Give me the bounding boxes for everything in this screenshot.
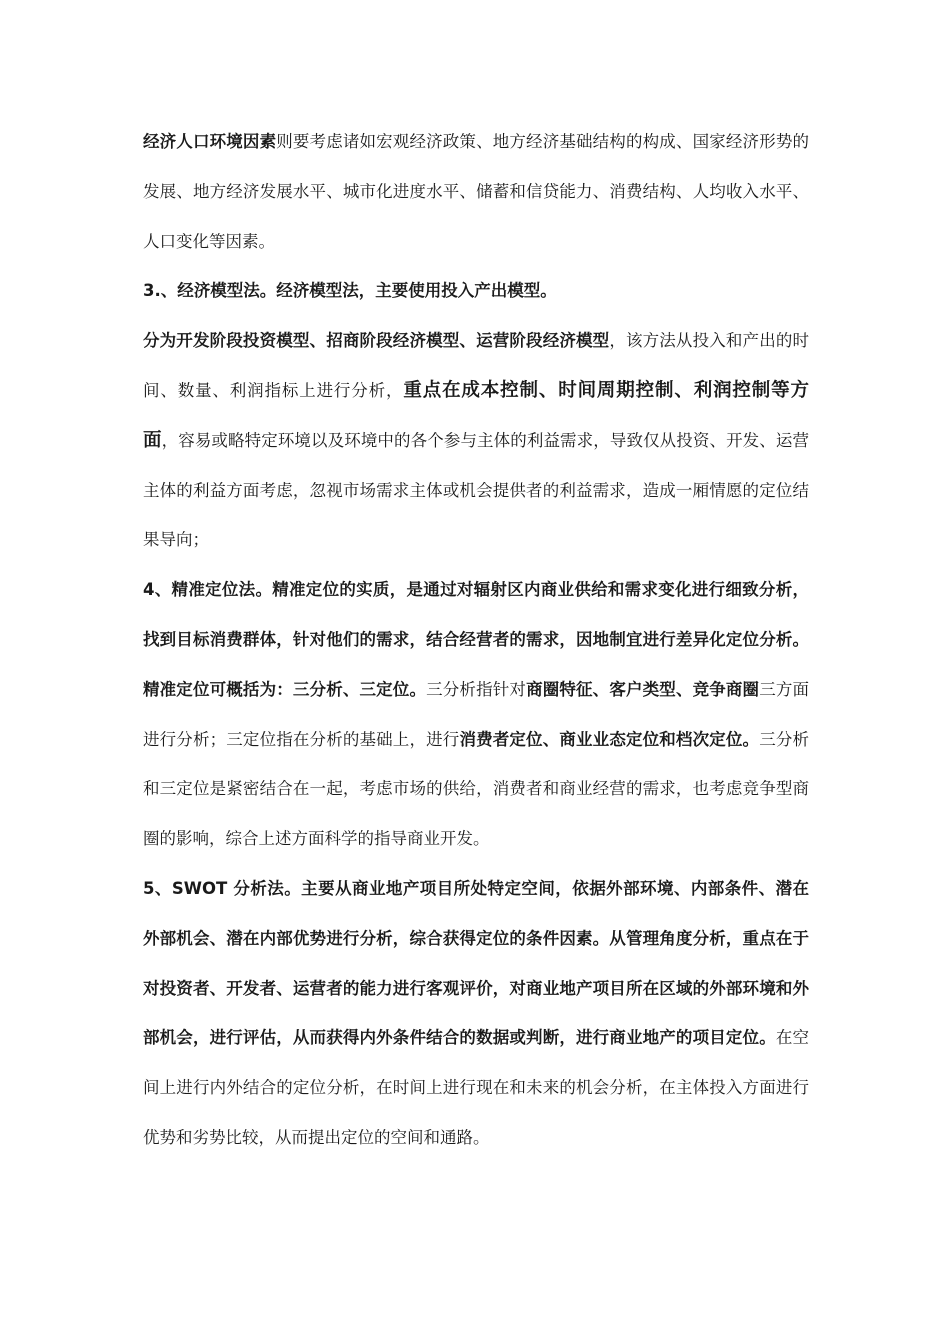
bold-run: 4、精准定位法。精准定位的实质，是通过对辐射区内商业供给和需求变化进行细致分析，找到目标消费群体，针对他们的需求，结合经营者的需求，因地制宜进行差异化定位分析。精准定位可概括为：三分析、三定位。 xyxy=(143,580,809,699)
paragraph-method-5 xyxy=(143,864,809,1163)
paragraph-economic-factors xyxy=(143,117,809,266)
bold-run: 经济人口环境因素 xyxy=(143,132,277,151)
bold-run: 5、SWOT 分析法。主要从商业地产项目所处特定空间，依据外部环境、内部条件、潜在外部机会、潜在内部优势进行分析，综合获得定位的条件因素。从管理角度分析，重点在于对投资者、开发者、运营者的能力进行客观评价，对商业地产项目所在区域的外部环境和外部机会，进行评估，从而获得内外条件结合的数据或判断，进行商业地产的项目定位。 xyxy=(143,878,809,1048)
text-run: 在空间上进行内外结合的定位分析，在时间上进行现在和未来的机会分析，在主体投入方面进行优势和劣势比较，从而提出定位的空间和通路。 xyxy=(143,1028,810,1147)
section-heading: 3.、经济模型法。经济模型法，主要使用投入产出模型。 xyxy=(143,281,557,301)
emphasis-run: 重点在成本控制、时间周期控制、利润控制等方面 xyxy=(143,379,809,451)
text-run: 三分析和三定位是紧密结合在一起，考虑市场的供给，消费者和商业经营的需求，也考虑竞争型商圈的影响，综合上述方面科学的指导商业开发。 xyxy=(143,729,810,849)
paragraph-method-3-heading xyxy=(143,266,809,316)
text-run: ，容易或略特定环境以及环境中的各个参与主体的利益需求，导致仅从投资、开发、运营主体的利益方面考虑，忽视市场需求主体或机会提供者的利益需求，造成一厢情愿的定位结果导向； xyxy=(143,430,809,550)
text-run: ，该方法从投入和产出的时间、数量、利润指标上进行分析， xyxy=(143,331,810,400)
text-run: 三方面进行分析；三定位指在分析的基础上，进行 xyxy=(143,679,810,749)
bold-run: 商圈特征、客户类型、竞争商圈 xyxy=(526,679,760,699)
text-run: 三分析指针对 xyxy=(426,679,527,699)
bold-run: 分为开发阶段投资模型、招商阶段经济模型、运营阶段经济模型 xyxy=(143,331,610,351)
paragraph-method-4 xyxy=(143,565,809,864)
text-run: 则要考虑诸如宏观经济政策、地方经济基础结构的构成、国家经济形势的发展、地方经济发展水平、城市化进度水平、储蓄和信贷能力、消费结构、人均收入水平、人口变化等因素。 xyxy=(143,132,810,251)
bold-run: 消费者定位、商业业态定位和档次定位。 xyxy=(459,729,760,749)
paragraph-method-3-body xyxy=(143,316,809,565)
document-page xyxy=(143,117,809,1163)
